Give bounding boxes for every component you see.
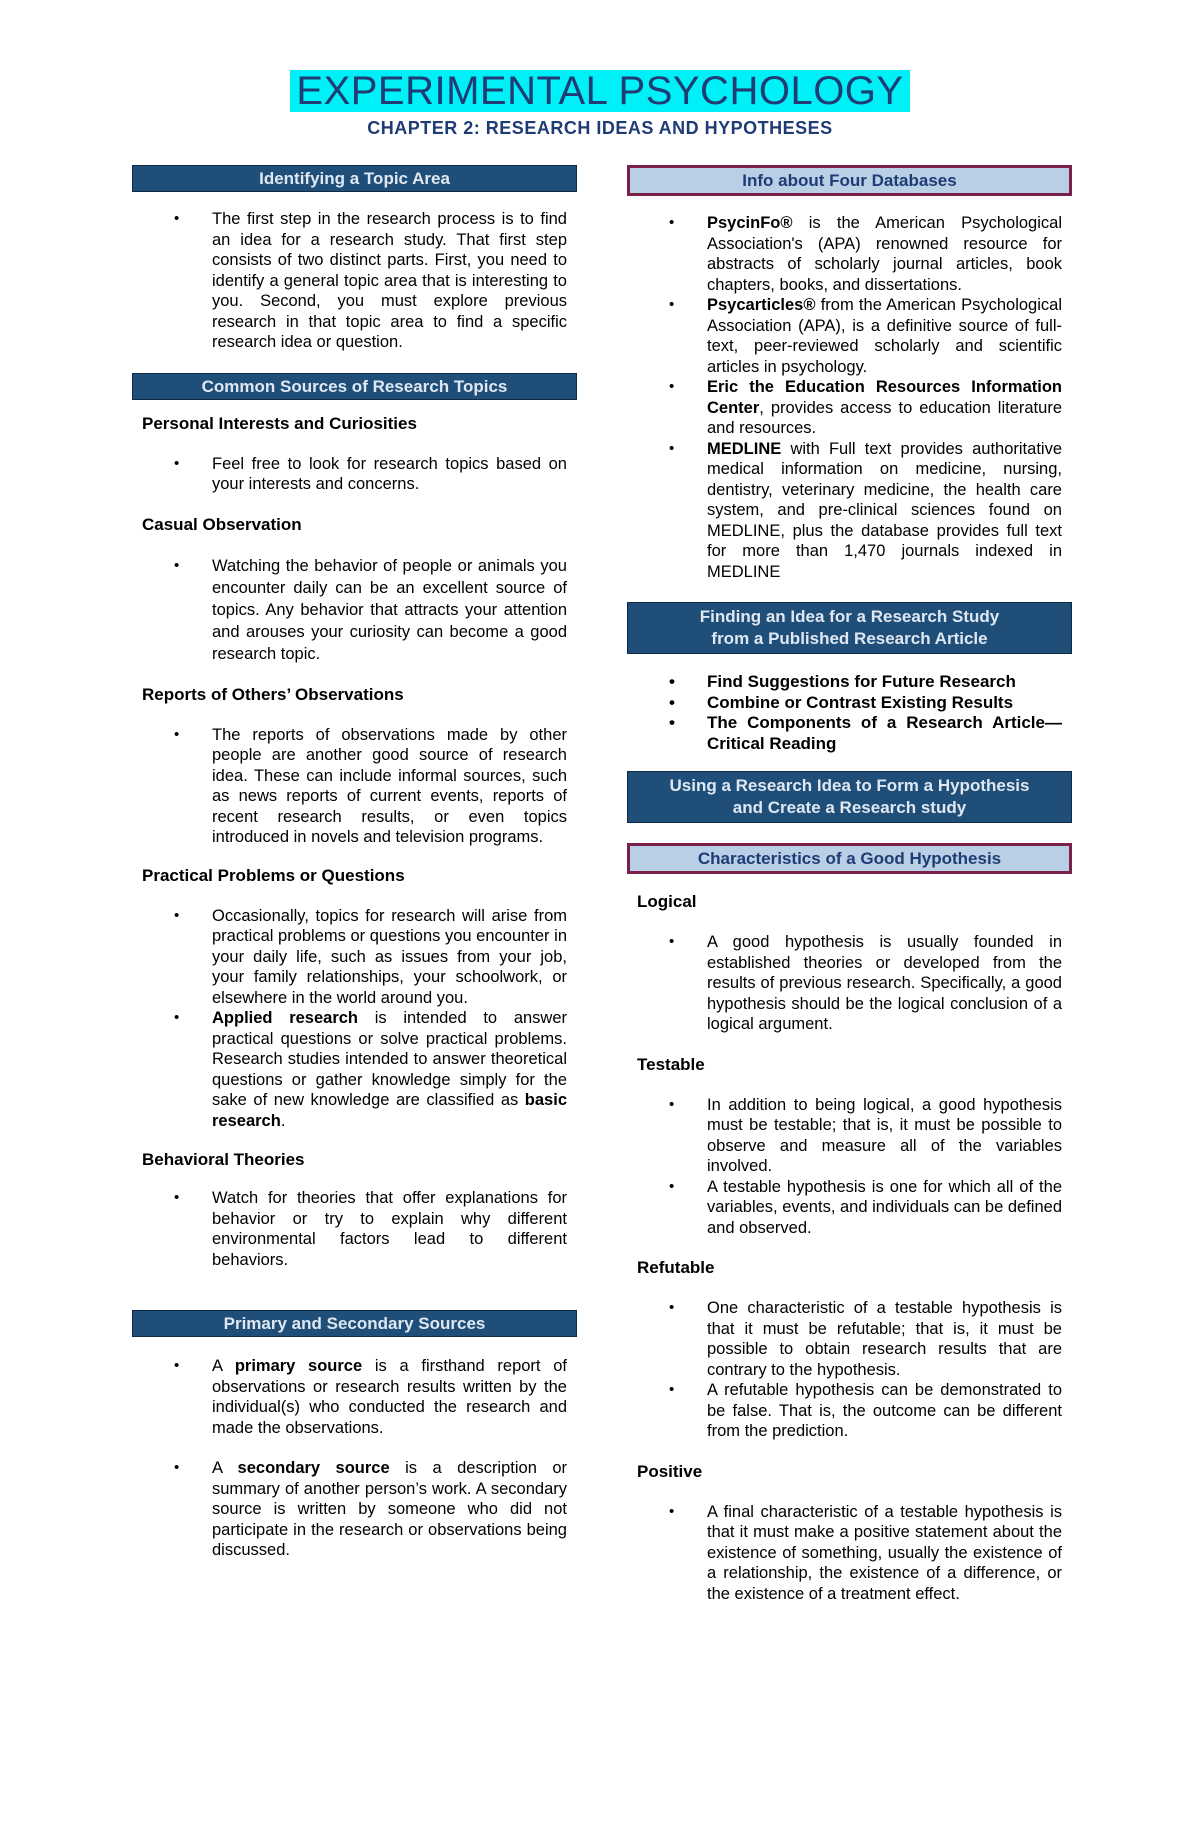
using-idea-header: Using a Research Idea to Form a Hypothesis and Create a Research study <box>627 771 1072 823</box>
list-item: • The reports of observations made by other people are another good source of research idea. These can include informal sources, such as news reports of current events, reports of recent research results, or even topics introduced in novels and television programs. <box>132 725 577 848</box>
list-item: • Eric the Education Resources Information Center, provides access to education literature and resources. <box>627 377 1072 439</box>
list-item: • Watch for theories that offer explanations for behavior or try to explain why different environmental factors lead to different behaviors. <box>132 1188 577 1270</box>
practical-list <box>132 906 577 1132</box>
list-item: • A testable hypothesis is one for which all of the variables, events, and individuals can be defined and observed. <box>627 1177 1072 1239</box>
list-item: • One characteristic of a testable hypothesis is that it must be refutable; that is, it must be possible to obtain research results that are contrary to the hypothesis. <box>627 1298 1072 1380</box>
logical-heading: Logical <box>637 892 697 911</box>
list-item: • Feel free to look for research topics based on your interests and concerns. <box>132 454 577 495</box>
practical-problems-heading: Practical Problems or Questions <box>142 865 405 885</box>
list-item: • Applied research is intended to answer practical questions or solve practical problems. Research studies intended to answer theoretical questions or gather knowledge simply for the sake of new knowledge are classified as basic research. <box>132 1008 577 1131</box>
testable-list <box>627 1095 1072 1239</box>
secondary-source-term: secondary source <box>237 1459 390 1477</box>
list-item: • The first step in the research process is to find an idea for a research study. That first step consists of two distinct parts. First, you need to identify a general topic area that is interesting to you. Second, you must explore previous research in that topic area to find a specific research idea or question. <box>132 209 577 353</box>
eric-term: Eric the Education Resources Information Center <box>707 378 1062 417</box>
identifying-topic-header: Identifying a Topic Area <box>132 165 577 192</box>
personal-list <box>132 454 577 495</box>
medline-term: MEDLINE <box>707 439 782 458</box>
list-item: • A refutable hypothesis can be demonstrated to be false. That is, the outcome can be different from the prediction. <box>627 1380 1072 1442</box>
list-item: • Combine or Contrast Existing Results <box>627 693 1072 714</box>
primary-secondary-header: Primary and Secondary Sources <box>132 1310 577 1337</box>
testable-heading: Testable <box>637 1054 705 1074</box>
behavioral-list <box>132 1188 577 1270</box>
list-item: • The Components of a Research Article—Critical Reading <box>627 713 1072 754</box>
reports-list <box>132 725 577 848</box>
databases-header: Info about Four Databases <box>627 165 1072 196</box>
document-title: EXPERIMENTAL PSYCHOLOGY <box>290 70 909 112</box>
positive-list <box>627 1502 1072 1605</box>
finding-list <box>627 672 1072 754</box>
behavioral-theories-heading: Behavioral Theories <box>142 1150 305 1169</box>
casual-observation-heading: Casual Observation <box>142 514 302 534</box>
reports-heading: Reports of Others’ Observations <box>142 684 404 704</box>
psycinfo-term: PsycinFo® <box>707 214 793 232</box>
chapter-subtitle: CHAPTER 2: RESEARCH IDEAS AND HYPOTHESES <box>367 118 833 138</box>
sources-list <box>132 1356 577 1561</box>
primary-source-term: primary source <box>234 1357 363 1375</box>
title-wrap <box>0 70 1200 112</box>
positive-heading: Positive <box>637 1461 703 1481</box>
psycarticles-term: Psycarticles® <box>707 296 816 314</box>
basic-research-term: basic research <box>212 1091 567 1130</box>
list-item: • Watching the behavior of people or animals you encounter daily can be an excellent source of topics. Any behavior that attracts your attention and arouses your curiosity can become a good research topic. <box>132 555 577 665</box>
logical-list <box>627 932 1072 1035</box>
identifying-list <box>132 209 577 353</box>
left-column <box>132 165 577 1561</box>
common-sources-header: Common Sources of Research Topics <box>132 373 577 400</box>
list-item: • MEDLINE with Full text provides authoritative medical information on medicine, nursing, dentistry, veterinary medicine, the health care system, and pre-clinical sciences found on MEDLINE, plus the database provides full text for more than 1,470 journals indexed in MEDLINE <box>627 439 1072 583</box>
list-item: • A good hypothesis is usually founded in established theories or developed from the results of previous research. Specifically, a good hypothesis should be the logical conclusion of a logical argument. <box>627 932 1072 1035</box>
list-item: • PsycinFo® is the American Psychological Association's (APA) renowned resource for abstracts of scholarly journal articles, book chapters, books, and dissertations. <box>627 213 1072 295</box>
personal-interests-heading: Personal Interests and Curiosities <box>142 413 417 433</box>
refutable-list <box>627 1298 1072 1442</box>
refutable-heading: Refutable <box>637 1258 715 1277</box>
finding-idea-header: Finding an Idea for a Research Study from a Published Research Article <box>627 602 1072 654</box>
list-item: • A final characteristic of a testable hypothesis is that it must make a positive statement about the existence of something, usually the existence of a relationship, the existence of a difference, or the existence of a treatment effect. <box>627 1502 1072 1605</box>
casual-list <box>132 555 577 665</box>
list-item: • In addition to being logical, a good hypothesis must be testable; that is, it must be possible to observe and measure all of the variables involved. <box>627 1095 1072 1177</box>
characteristics-header: Characteristics of a Good Hypothesis <box>627 843 1072 874</box>
databases-list <box>627 213 1072 582</box>
list-item: • Find Suggestions for Future Research <box>627 672 1072 693</box>
applied-research-term: Applied research <box>212 1009 359 1027</box>
list-item: • Occasionally, topics for research will arise from practical problems or questions you encounter in your daily life, such as issues from your job, your family relationships, your schoolwork, or elsewhere in the world around you. <box>132 906 577 1009</box>
right-column <box>627 165 1072 1604</box>
list-item: • A secondary source is a description or summary of another person’s work. A secondary source is written by someone who did not participate in the research or observations being discussed. <box>132 1458 577 1561</box>
list-item: • A primary source is a firsthand report of observations or research results written by the individual(s) who conducted the research and made the observations. <box>132 1356 577 1438</box>
list-item: • Psycarticles® from the American Psychological Association (APA), is a definitive source of full-text, peer-reviewed scholarly and scientific articles in psychology. <box>627 295 1072 377</box>
